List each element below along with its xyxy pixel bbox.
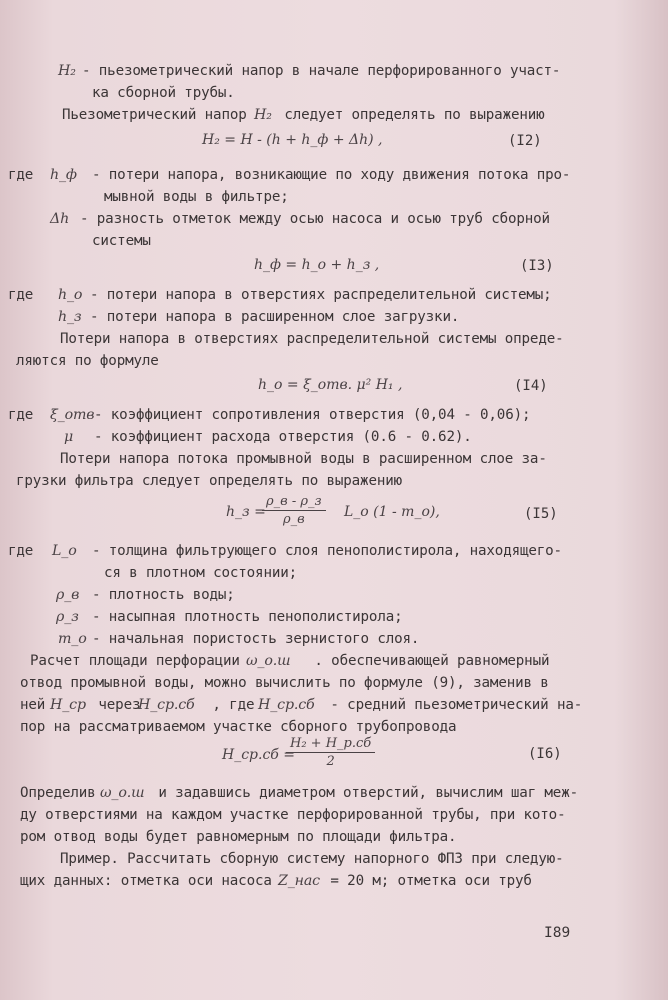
symbol-lo: L_о (52, 543, 77, 559)
equation-16-lhs: H_ср.сб = (222, 747, 296, 763)
text-line: мывной воды в фильтре; (104, 189, 289, 205)
text-line: - насыпная плотность пенополистирола; (92, 609, 403, 625)
where-label: где (8, 287, 34, 303)
text-line: щих данных: отметка оси насоса (20, 873, 281, 889)
where-label: где (8, 543, 34, 559)
text-line: - потери напора в расширенном слое загрузки. (90, 309, 460, 325)
symbol-rho-z: ρ_з (56, 609, 79, 625)
text-line: Потери напора в отверстиях распределительной системы опреде- (60, 331, 564, 347)
text-line: Потери напора потока промывной воды в расширенном слое за- (60, 451, 547, 467)
text-line: - потери напора в отверстиях распределительной системы; (90, 287, 552, 303)
equation-16-fraction (286, 736, 375, 769)
text-line: - коэффициент расхода отверстия (0.6 - 0.62). (94, 429, 472, 445)
text-line: ром отвод воды будет равномерным по площади фильтра. (20, 829, 457, 845)
where-label: где (8, 407, 34, 423)
text-line: ка сборной трубы. (92, 85, 235, 101)
text-line: Пьезометрический напор (62, 107, 256, 123)
equation-number: (I2) (508, 133, 542, 149)
where-label: где (8, 167, 34, 183)
equation-15-lhs: h_з = (226, 504, 266, 520)
symbol-hz: h_з (58, 309, 82, 325)
symbol-omega: ω_о.ш (100, 785, 145, 801)
symbol-hsr-sb: H_ср.сб (138, 697, 195, 713)
symbol-h2: H₂ (254, 107, 272, 123)
text-line: - средний пьезометрический на- (322, 697, 583, 713)
text-line: - разность отметок между осью насоса и осью труб сборной (80, 211, 550, 227)
symbol-mu: μ (64, 429, 74, 445)
text-line: Определив (20, 785, 104, 801)
equation-14: h_о = ξ_отв. μ² H₁ , (258, 377, 403, 393)
text-line: через (90, 697, 149, 713)
symbol-hsr: H_ср (50, 697, 86, 713)
text-line: Расчет площади перфорации (30, 653, 249, 669)
text-line: Пример. Рассчитать сборную систему напорного ФПЗ при следую- (60, 851, 564, 867)
equation-number: (I5) (524, 506, 558, 522)
equation-15-fraction (262, 494, 326, 527)
text-line: системы (92, 233, 151, 249)
fraction-numerator: H₂ + H_р.сб (286, 736, 375, 753)
equation-number: (I6) (528, 746, 562, 762)
text-line: - толщина фильтрующего слоя пенополистирола, находящего- (92, 543, 562, 559)
text-line: ляются по формуле (16, 353, 159, 369)
text-line: пор на рассматриваемом участке сборного трубопровода (20, 719, 457, 735)
text-line: ся в плотном состоянии; (104, 565, 298, 581)
symbol-rho-v: ρ_в (56, 587, 80, 603)
symbol-z-nas: Z_нас (278, 873, 320, 889)
page-number: I89 (544, 925, 571, 941)
equation-12: H₂ = H - (h + h_ф + Δh) , (202, 132, 383, 148)
text-line: отвод промывной воды, можно вычислить по формуле (9), заменив в (20, 675, 549, 691)
text-line: - плотность воды; (92, 587, 235, 603)
text-line: . обеспечивающей равномерный (306, 653, 550, 669)
text-line: ней (20, 697, 54, 713)
text-line: - потери напора, возникающие по ходу движения потока про- (92, 167, 571, 183)
symbol-delta-h: Δh (50, 211, 70, 227)
symbol-omega: ω_о.ш (246, 653, 291, 669)
equation-number: (I3) (520, 258, 554, 274)
symbol-hsr-sb: H_ср.сб (258, 697, 315, 713)
equation-15-rhs: L_о (1 - m_о), (344, 504, 440, 520)
symbol-mo: m_о (58, 631, 87, 647)
text-line: - начальная пористость зернистого слоя. (92, 631, 420, 647)
text-line: следует определять по выражению (276, 107, 545, 123)
text-line: грузки фильтра следует определять по выражению (16, 473, 403, 489)
symbol-h2: H₂ (58, 63, 76, 79)
equation-13: h_ф = h_о + h_з , (254, 257, 380, 273)
equation-number: (I4) (514, 378, 548, 394)
fraction-denominator: 2 (326, 754, 335, 769)
text-line: - пьезометрический напор в начале перфорированного участ- (82, 63, 561, 79)
symbol-xi: ξ_отв (50, 407, 95, 423)
text-line: = 20 м; отметка оси труб (322, 873, 532, 889)
text-line: ду отверстиями на каждом участке перфорированной трубы, при кото- (20, 807, 566, 823)
symbol-ho: h_о (58, 287, 83, 303)
text-line: - коэффициент сопротивления отверстия (0,04 - 0,06); (94, 407, 531, 423)
text-line: и задавшись диаметром отверстий, вычислим шаг меж- (150, 785, 578, 801)
symbol-hf: h_ф (50, 167, 77, 183)
fraction-denominator: ρ_в (282, 512, 305, 527)
fraction-numerator: ρ_в - ρ_з (262, 494, 326, 511)
text-line: , где (204, 697, 263, 713)
